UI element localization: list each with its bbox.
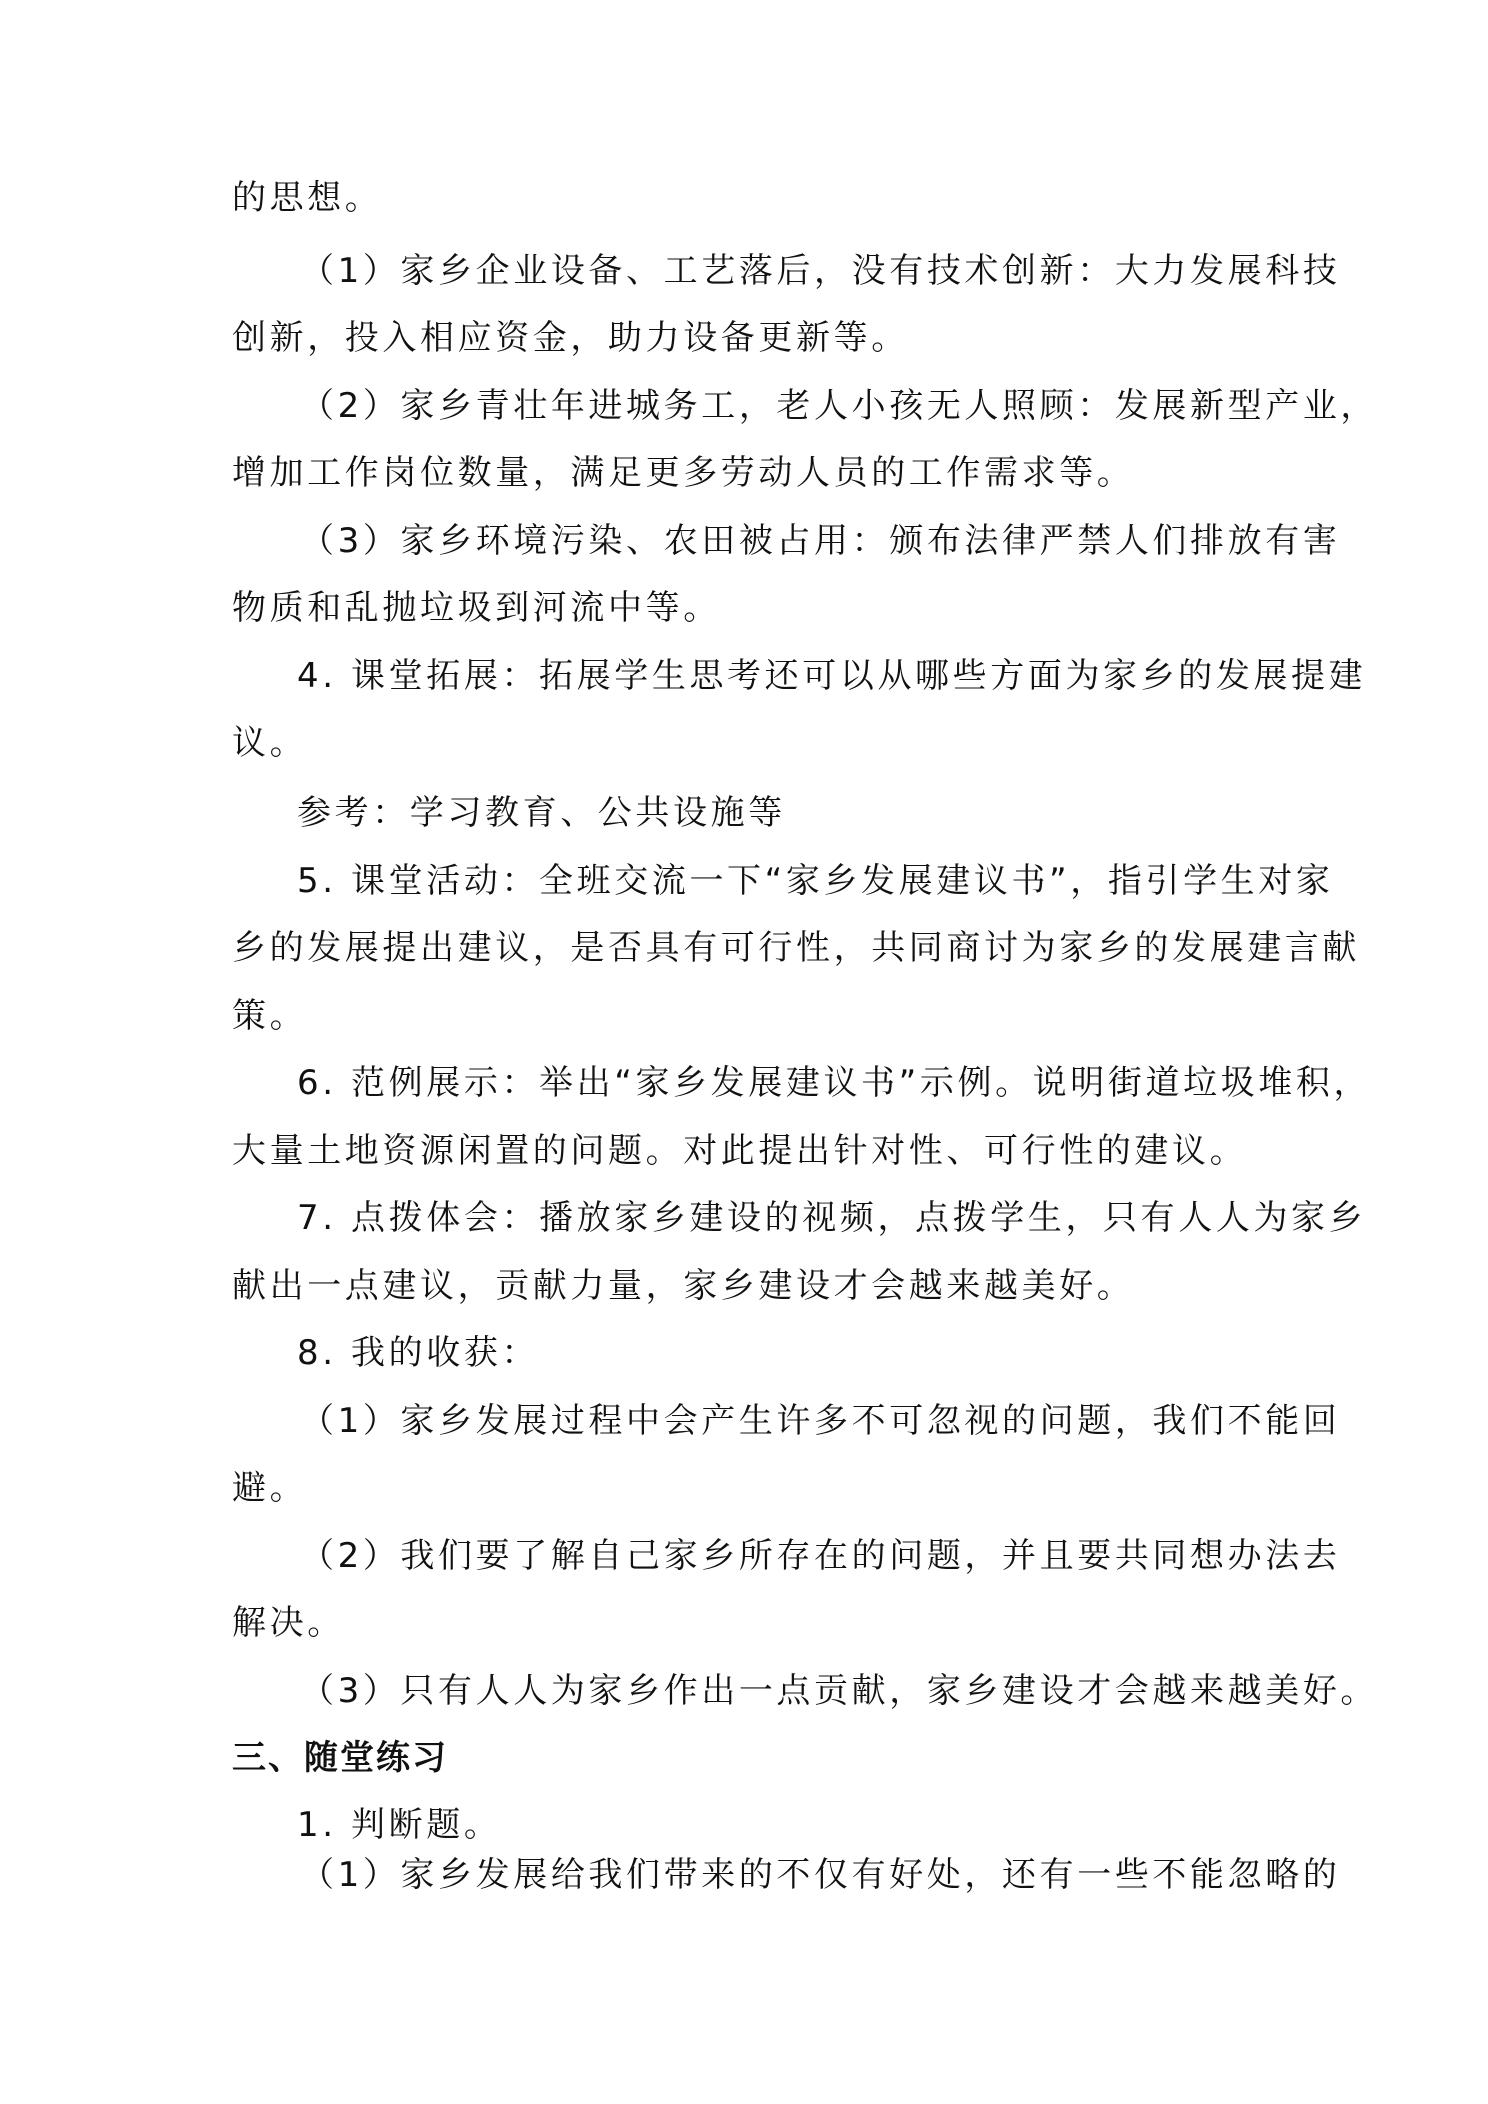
paragraph-line: 7. 点拨体会：播放家乡建设的视频，点拨学生，只有人人为家乡 bbox=[297, 1198, 1367, 1238]
section-heading: 三、随堂练习 bbox=[232, 1738, 448, 1778]
paragraph-line: 4. 课堂拓展：拓展学生思考还可以从哪些方面为家乡的发展提建 bbox=[297, 656, 1367, 696]
paragraph-line: 的思想。 bbox=[232, 178, 383, 218]
paragraph-line: 避。 bbox=[232, 1468, 308, 1508]
paragraph-line: 创新，投入相应资金，助力设备更新等。 bbox=[232, 318, 909, 358]
paragraph-line: （3）家乡环境污染、农田被占用：颁布法律严禁人们排放有害 bbox=[300, 521, 1341, 561]
paragraph-line: 1. 判断题。 bbox=[297, 1805, 502, 1845]
paragraph-line: 乡的发展提出建议，是否具有可行性，共同商讨为家乡的发展建言献 bbox=[232, 928, 1360, 968]
paragraph-line: 参考：学习教育、公共设施等 bbox=[297, 793, 786, 833]
paragraph-line: （1）家乡发展过程中会产生许多不可忽视的问题，我们不能回 bbox=[300, 1401, 1341, 1441]
paragraph-line: 物质和乱抛垃圾到河流中等。 bbox=[232, 588, 721, 628]
paragraph-line: （3）只有人人为家乡作出一点贡献，家乡建设才会越来越美好。 bbox=[300, 1671, 1379, 1711]
paragraph-line: 增加工作岗位数量，满足更多劳动人员的工作需求等。 bbox=[232, 453, 1135, 493]
paragraph-line: 大量土地资源闲置的问题。对此提出针对性、可行性的建议。 bbox=[232, 1131, 1248, 1171]
paragraph-line: （2）家乡青壮年进城务工，老人小孩无人照顾：发展新型产业， bbox=[300, 386, 1379, 426]
paragraph-line: （1）家乡发展给我们带来的不仅有好处，还有一些不能忽略的 bbox=[300, 1855, 1341, 1895]
paragraph-line: （1）家乡企业设备、工艺落后，没有技术创新：大力发展科技 bbox=[300, 251, 1341, 291]
paragraph-line: 8. 我的收获： bbox=[297, 1333, 540, 1373]
paragraph-line: 策。 bbox=[232, 996, 308, 1036]
paragraph-line: 6. 范例展示：举出“家乡发展建议书”示例。说明街道垃圾堆积， bbox=[297, 1063, 1372, 1103]
paragraph-line: 5. 课堂活动：全班交流一下“家乡发展建议书”，指引学生对家 bbox=[297, 861, 1334, 901]
paragraph-line: 解决。 bbox=[232, 1603, 345, 1643]
paragraph-line: （2）我们要了解自己家乡所存在的问题，并且要共同想办法去 bbox=[300, 1536, 1341, 1576]
paragraph-line: 议。 bbox=[232, 723, 308, 763]
paragraph-line: 献出一点建议，贡献力量，家乡建设才会越来越美好。 bbox=[232, 1266, 1135, 1306]
